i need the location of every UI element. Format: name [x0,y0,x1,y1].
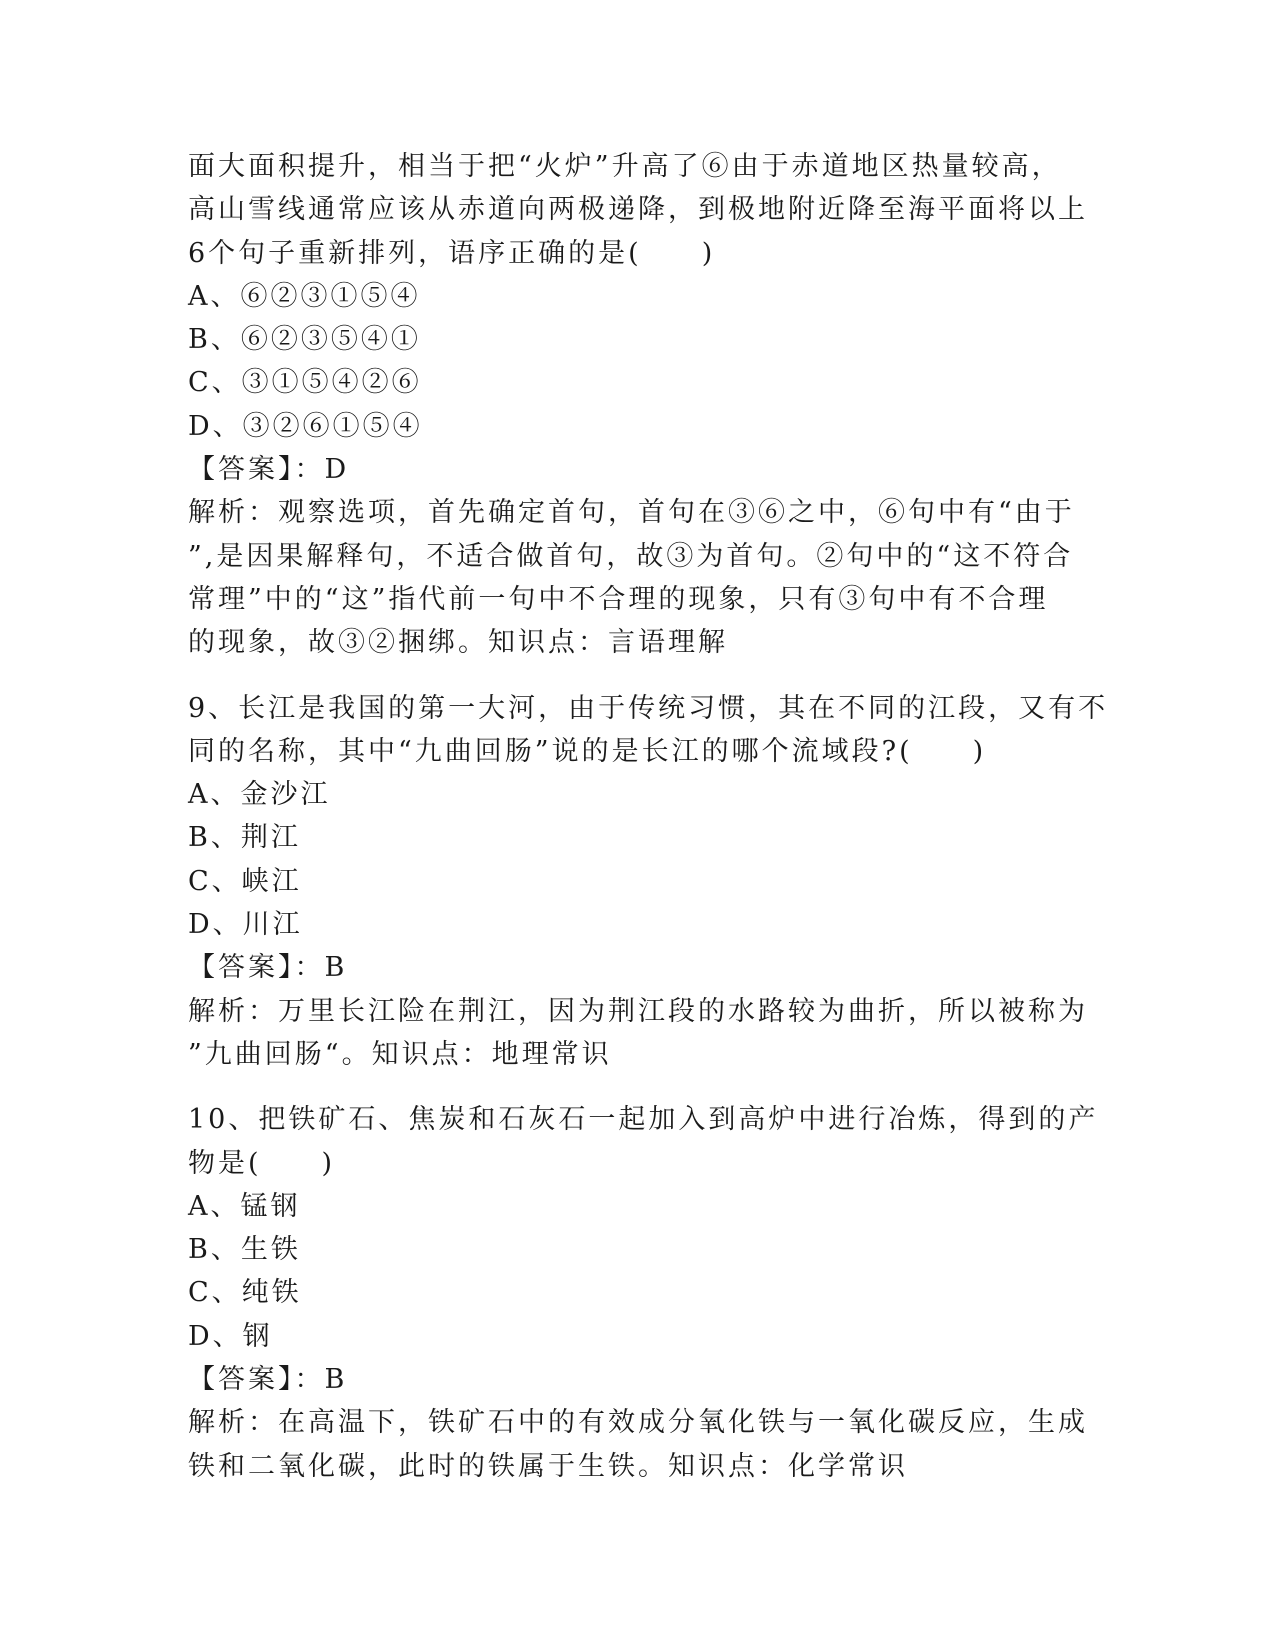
option-c: C、纯铁 [188,1277,302,1309]
question-line: 同的名称，其中“九曲回肠”说的是长江的哪个流域段?( ) [188,735,987,767]
analysis-line: 解析：在高温下，铁矿石中的有效成分氧化铁与一氧化碳反应，生成 [188,1407,1088,1439]
option-d: D、③②⑥①⑤④ [188,410,423,442]
option-d: D、川江 [188,909,303,941]
option-a: A、⑥②③①⑤④ [188,280,421,312]
question-line: 9、长江是我国的第一大河，由于传统习惯，其在不同的江段，又有不 [188,692,1109,724]
option-c: C、峡江 [188,865,302,897]
option-c: C、③①⑤④②⑥ [188,367,422,399]
document-page [188,145,1109,1488]
block-spacer [188,665,1088,687]
analysis-line: ”九曲回肠“。知识点：地理常识 [188,1038,612,1070]
analysis-line: ”,是因果解释句，不适合做首句，故③为首句。②句中的“这不符合 [188,540,1074,572]
option-a: A、金沙江 [188,779,331,811]
answer-label: 【答案】：B [188,952,348,984]
question-block-10 [188,1098,1099,1488]
analysis-line: 的现象，故③②捆绑。知识点：言语理解 [188,627,728,659]
option-b: B、⑥②③⑤④① [188,324,421,356]
analysis-line: 常理”中的“这”指代前一句中不合理的现象，只有③句中有不合理 [188,583,1049,615]
question-line: 6个句子重新排列，语序正确的是( ) [188,237,716,269]
question-line: 物是( ) [188,1147,336,1179]
option-a: A、锰钢 [188,1190,301,1222]
answer-label: 【答案】：B [188,1364,348,1396]
question-line: 高山雪线通常应该从赤道向两极递降，到极地附近降至海平面将以上 [188,194,1088,226]
analysis-line: 铁和二氧化碳，此时的铁属于生铁。知识点：化学常识 [188,1450,908,1482]
option-d: D、钢 [188,1320,273,1352]
question-line: 面大面积提升，相当于把“火炉”升高了⑥由于赤道地区热量较高， [188,151,1062,182]
question-block-9 [188,687,1109,1077]
block-spacer [188,1076,1088,1098]
analysis-line: 解析：万里长江险在荆江，因为荆江段的水路较为曲折，所以被称为 [188,995,1088,1027]
answer-label: 【答案】：D [188,454,350,486]
option-b: B、生铁 [188,1234,301,1266]
question-line: 10、把铁矿石、焦炭和石灰石一起加入到高炉中进行冶炼，得到的产 [188,1104,1099,1136]
option-b: B、荆江 [188,822,301,854]
analysis-line: 解析：观察选项，首先确定首句，首句在③⑥之中，⑥句中有“由于 [188,497,1075,529]
question-block-8 [188,145,1088,665]
